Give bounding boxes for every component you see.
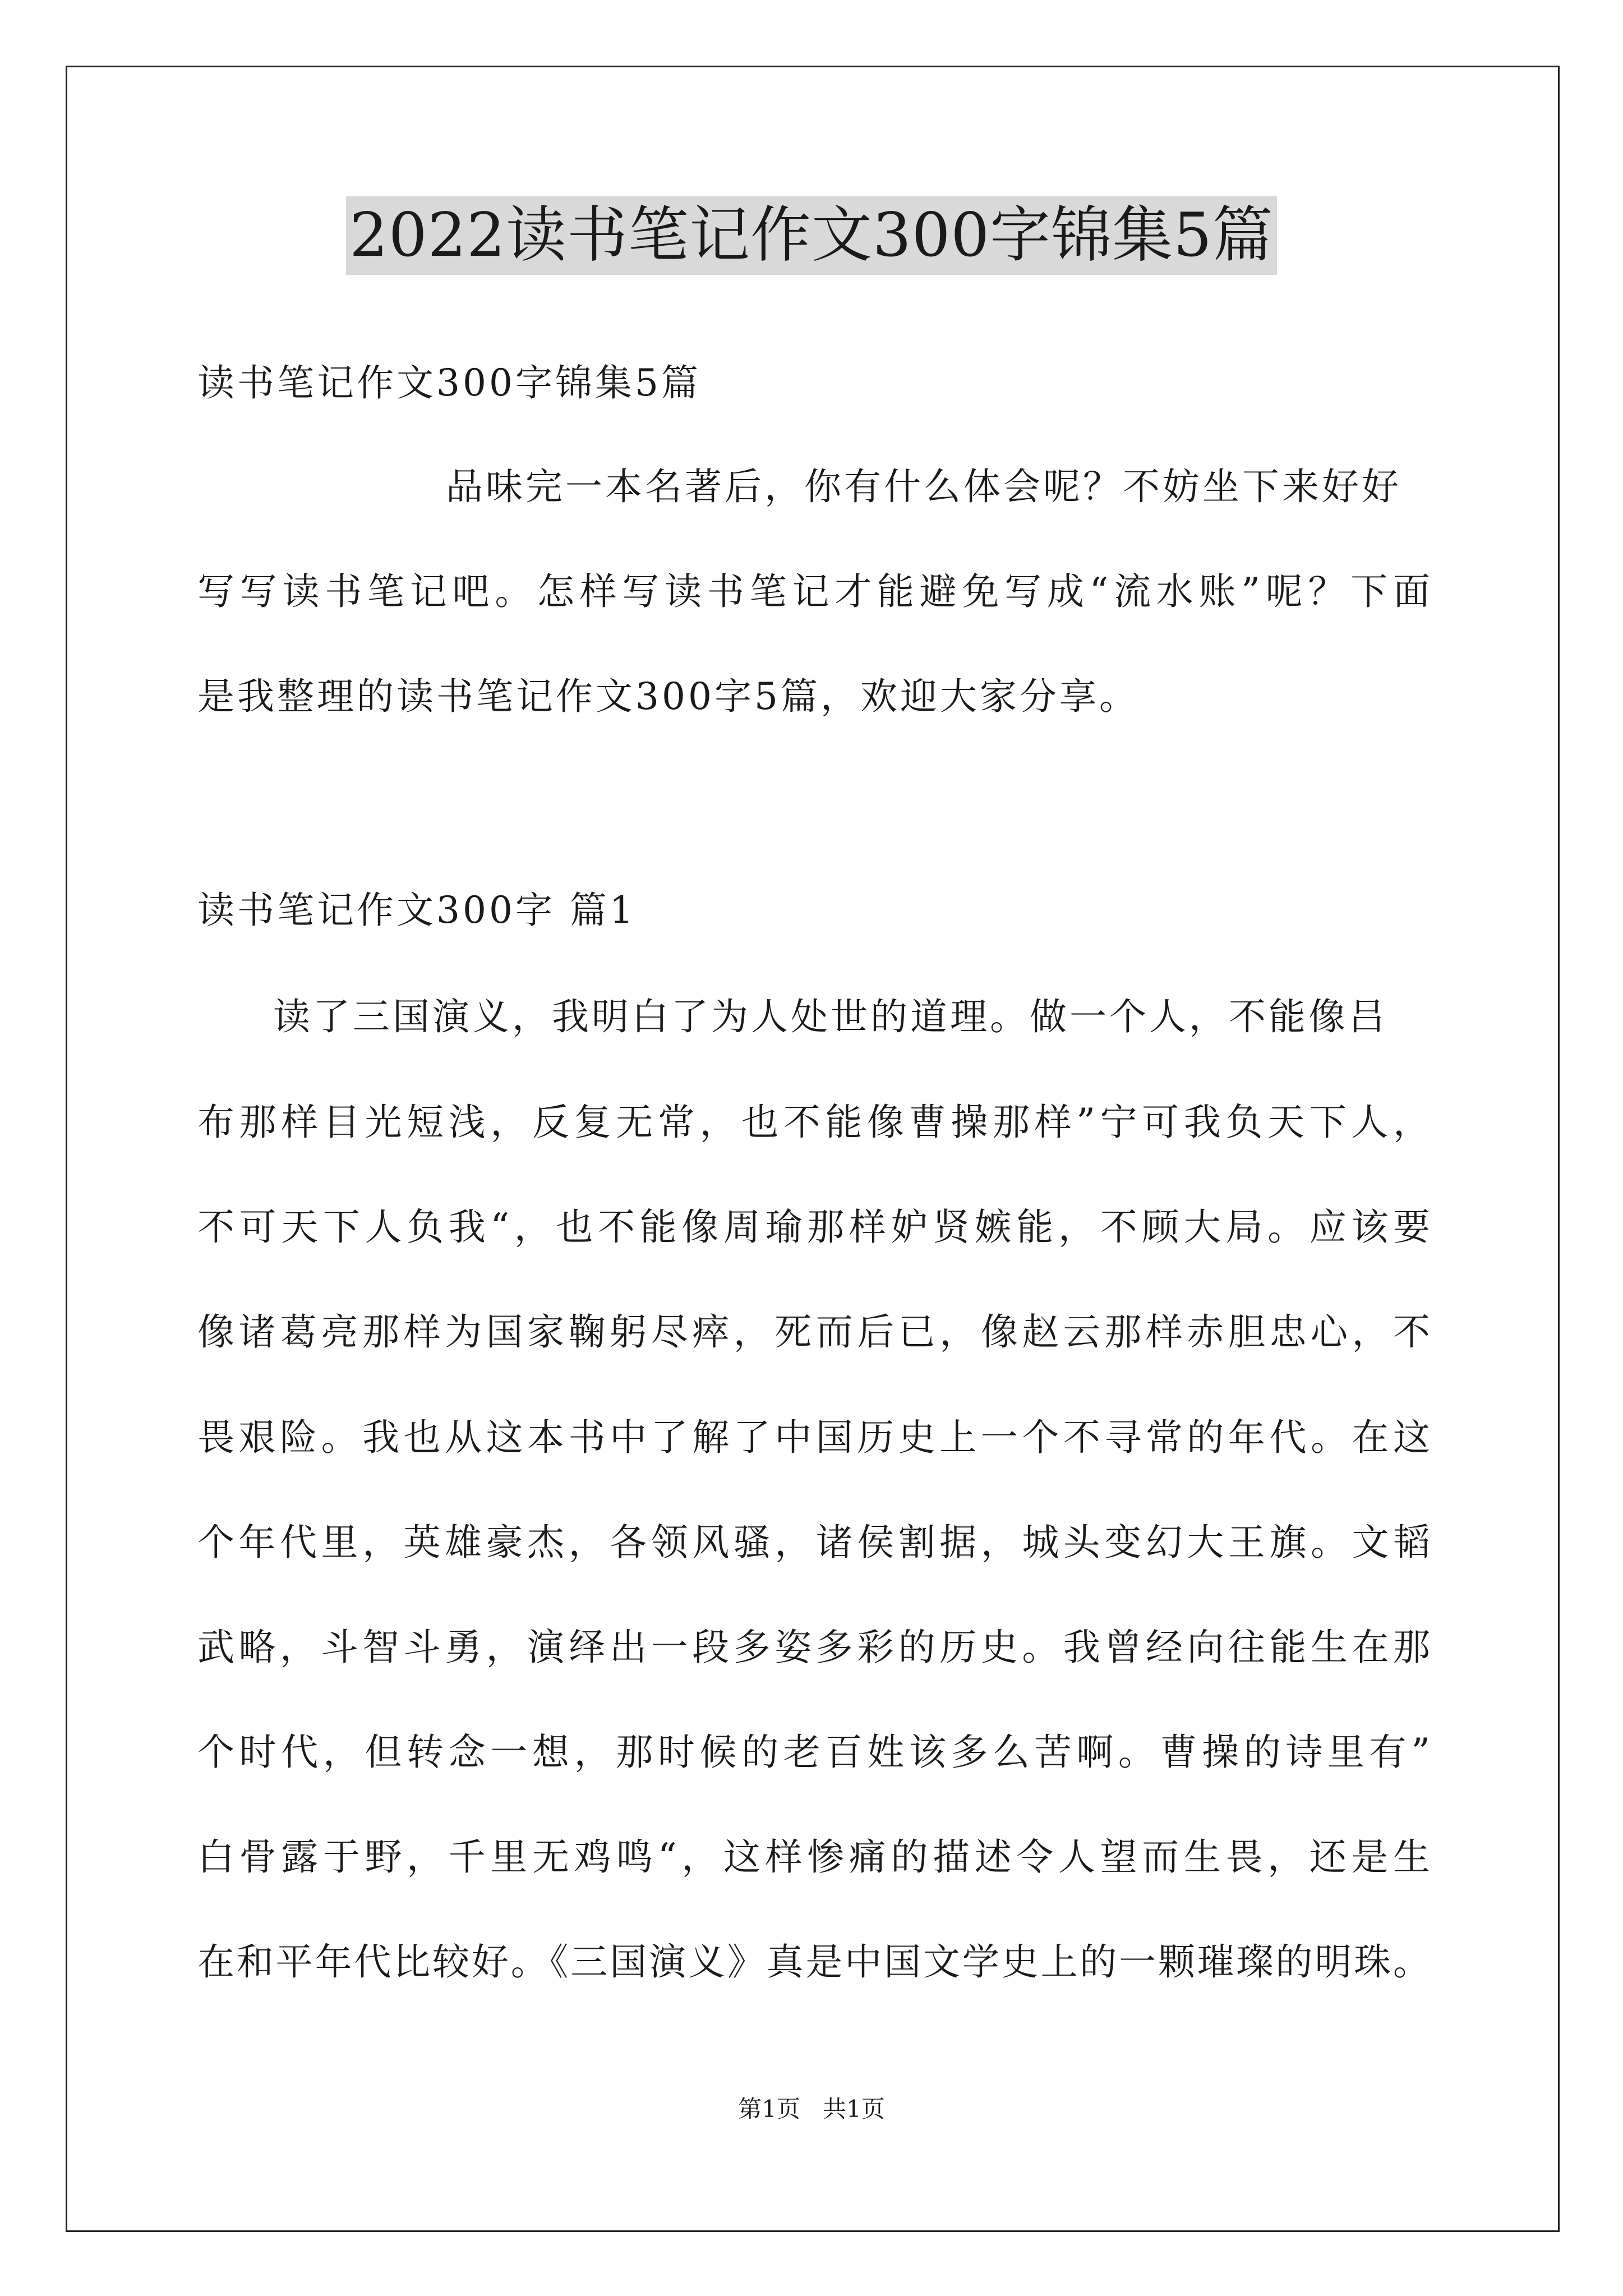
page-footer: 第1页 共1页 — [738, 2095, 885, 2123]
body-line-7: 武略，斗智斗勇，演绎出一段多姿多彩的历史。我曾经向往能生在那 — [197, 1626, 1430, 1669]
body-line-4: 像诸葛亮那样为国家鞠躬尽瘁，死而后已，像赵云那样赤胆忠心，不 — [197, 1310, 1430, 1354]
intro-line-3: 是我整理的读书笔记作文300字5篇，欢迎大家分享。 — [197, 675, 1139, 718]
body-line-1: 读了三国演义，我明白了为人处世的道理。做一个人，不能像吕 — [273, 995, 1388, 1038]
title-container — [0, 196, 1623, 275]
intro-line-2: 写写读书笔记吧。怎样写读书笔记才能避免写成“流水账”呢？下面 — [197, 570, 1430, 613]
body-line-9: 白骨露于野，千里无鸡鸣“，这样惨痛的描述令人望而生畏，还是生 — [197, 1835, 1430, 1879]
section-heading: 读书笔记作文300字 篇1 — [197, 889, 636, 932]
body-line-5: 畏艰险。我也从这本书中了解了中国历史上一个不寻常的年代。在这 — [197, 1416, 1430, 1459]
document-title: 2022读书笔记作文300字锦集5篇 — [346, 196, 1277, 275]
intro-line-1: 品味完一本名著后，你有什么体会呢？不妨坐下来好好 — [446, 465, 1401, 508]
document-subtitle: 读书笔记作文300字锦集5篇 — [197, 361, 701, 404]
body-line-8: 个时代，但转念一想，那时候的老百姓该多么苦啊。曹操的诗里有” — [197, 1731, 1430, 1774]
body-line-6: 个年代里，英雄豪杰，各领风骚，诸侯割据，城头变幻大王旗。文韬 — [197, 1521, 1430, 1564]
body-line-2: 布那样目光短浅，反复无常，也不能像曹操那样”宁可我负天下人， — [197, 1101, 1430, 1144]
body-line-10: 在和平年代比较好。《三国演义》真是中国文学史上的一颗璀璨的明珠。 — [197, 1940, 1430, 1984]
body-line-3: 不可天下人负我“，也不能像周瑜那样妒贤嫉能，不顾大局。应该要 — [197, 1205, 1430, 1249]
